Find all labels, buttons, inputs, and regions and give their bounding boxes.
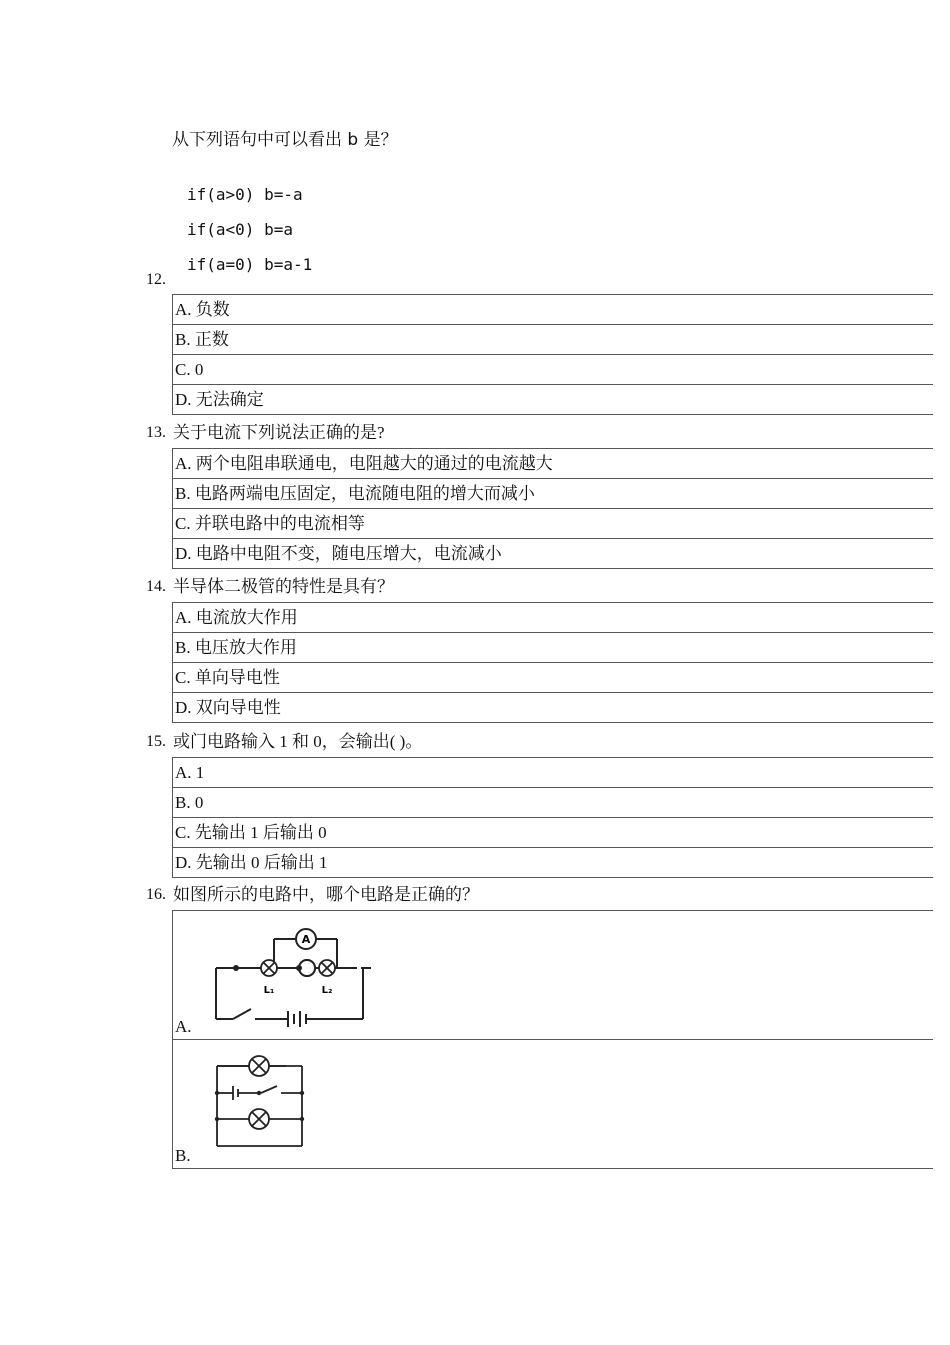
q16-text: 如图所示的电路中，哪个电路是正确的？ bbox=[173, 885, 479, 904]
q15-option-b[interactable]: B. 0 bbox=[173, 788, 933, 818]
lamp-l1-label: L₁ bbox=[263, 985, 275, 996]
q16-option-b-label: B. bbox=[175, 1146, 191, 1165]
q13-number: 13. bbox=[146, 424, 166, 441]
q12-option-a[interactable]: A. 负数 bbox=[173, 295, 933, 325]
q13-option-a[interactable]: A. 两个电阻串联通电，电阻越大的通过的电流越大 bbox=[173, 449, 933, 479]
q15-text: 或门电路输入 1 和 0，会输出( )。 bbox=[173, 732, 423, 751]
q14-options bbox=[172, 602, 933, 723]
q14-number: 14. bbox=[146, 578, 166, 595]
q16-option-b[interactable] bbox=[173, 1040, 933, 1169]
q12-code-line-3: if(a=0) b=a-1 bbox=[187, 255, 313, 274]
q13-text: 关于电流下列说法正确的是? bbox=[173, 423, 385, 442]
q16-options bbox=[172, 910, 933, 1169]
circuit-diagram-b bbox=[211, 1048, 311, 1160]
q13-option-b[interactable]: B. 电路两端电压固定，电流随电阻的增大而减小 bbox=[173, 479, 933, 509]
q15-option-c[interactable]: C. 先输出 1 后输出 0 bbox=[173, 818, 933, 848]
lamp-l2-label: L₂ bbox=[321, 985, 333, 996]
q15-options bbox=[172, 757, 933, 878]
q12-option-c[interactable]: C. 0 bbox=[173, 355, 933, 385]
circuit-diagram-a bbox=[211, 921, 371, 1033]
q13-options bbox=[172, 448, 933, 569]
ammeter-label: A bbox=[301, 933, 311, 946]
q15-option-a[interactable]: A. 1 bbox=[173, 758, 933, 788]
q12-number: 12. bbox=[146, 271, 166, 288]
q12-options bbox=[172, 294, 933, 415]
q15-number: 15. bbox=[146, 733, 166, 750]
q14-text: 半导体二极管的特性是具有？ bbox=[173, 577, 394, 596]
q16-option-a-label: A. bbox=[175, 1017, 192, 1036]
q12-prompt: 从下列语句中可以看出 b 是？ bbox=[172, 130, 398, 150]
q12-code-line-2: if(a<0) b=a bbox=[187, 220, 293, 239]
q12-option-b[interactable]: B. 正数 bbox=[173, 325, 933, 355]
q12-code-line-1: if(a>0) b=-a bbox=[187, 185, 303, 204]
q13-option-c[interactable]: C. 并联电路中的电流相等 bbox=[173, 509, 933, 539]
q14-option-d[interactable]: D. 双向导电性 bbox=[173, 693, 933, 723]
q12-option-d[interactable]: D. 无法确定 bbox=[173, 385, 933, 415]
q15-option-d[interactable]: D. 先输出 0 后输出 1 bbox=[173, 848, 933, 878]
q13-option-d[interactable]: D. 电路中电阻不变，随电压增大，电流减小 bbox=[173, 539, 933, 569]
q16-option-a[interactable] bbox=[173, 911, 933, 1040]
q14-option-c[interactable]: C. 单向导电性 bbox=[173, 663, 933, 693]
q16-number: 16. bbox=[146, 886, 166, 903]
q14-option-a[interactable]: A. 电流放大作用 bbox=[173, 603, 933, 633]
q14-option-b[interactable]: B. 电压放大作用 bbox=[173, 633, 933, 663]
